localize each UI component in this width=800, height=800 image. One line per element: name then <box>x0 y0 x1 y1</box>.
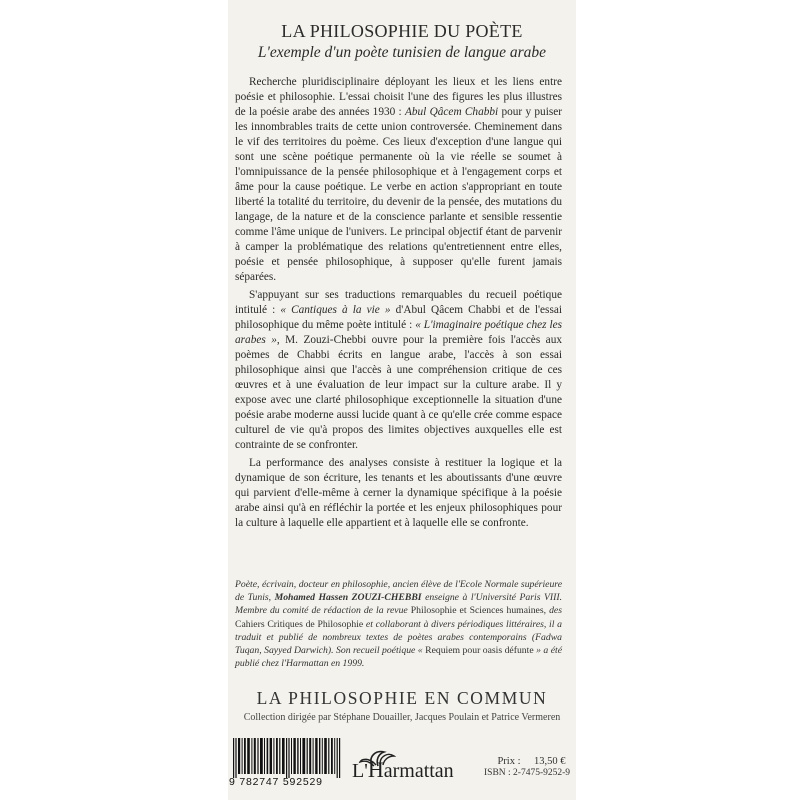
text-segment: d'Abul Qâcem Chabbi et de l'essai philosophique du même poète intitulé : <box>235 304 562 331</box>
work-title-italic: « L'imaginaire poétique chez les arabes » <box>235 319 562 346</box>
publisher-pre: L' <box>352 760 368 782</box>
blurb-paragraph-1 <box>235 75 562 285</box>
book-subtitle: L'exemple d'un poète tunisien de langue arabe <box>257 44 547 61</box>
bio-segment: » a été publié chez l'Harmattan en 1999. <box>235 645 562 670</box>
text-segment: Recherche pluridisciplinaire déployant les lieux et les liens entre poésie et philosophie. L'essai choisit l'une des figures les plus illustres de la poésie arabe des années 1930 : <box>235 76 562 118</box>
blurb-paragraph-2 <box>235 288 562 453</box>
text-segment: pour y puiser les innombrables traits de cette union controversée. Cheminement dans le vif des territoires du poème. Ces lieux d'exception d'une langue qui sont une scène poétique permanente où la vie réelle se soumet à l'omnipuissance de la pensée philosophique et à l'engagement corps et âme pour la cause poétique. Le verbe en action s'appropriant en toute liberté la totalité du territoire, du devenir de la pensée, des mutations du langage, de la nature et de la conscience parlante et sensible ressentie comme l'âme unique de l'univers. Le principal objectif étant de parvenir à camper la problématique des relations qu'entretiennent entre elles, poésie et pensée philosophique, à supposer qu'elle furent jamais séparées. <box>235 106 563 283</box>
author-bio <box>235 578 562 670</box>
blurb-text <box>235 75 562 531</box>
barcode-bars <box>233 738 340 778</box>
work-title-italic: « Cantiques à la vie » <box>280 304 391 316</box>
revue-name: Philosophie et Sciences humaines <box>410 605 544 617</box>
collection-name: LA PHILOSOPHIE EN COMMUN <box>256 688 548 708</box>
author-name-italic: Abul Qâcem Chabbi <box>404 106 499 118</box>
publisher-rest: armattan <box>383 760 454 782</box>
collection-direction: Collection dirigée par Stéphane Douailler, Jacques Poulain et Patrice Vermeren <box>243 712 561 723</box>
requiem-title: Requiem pour oasis défunte <box>425 645 534 657</box>
publisher-initial: H <box>367 757 384 782</box>
cahiers-name: Cahiers Critiques de Philosophie <box>235 618 364 630</box>
bio-segment: et collaborant à divers périodiques littéraires, il a traduit et publié de nombreux textes de poètes arabes contemporains (Fadwa Tuqan, Sayyed Darwich). Son recueil poétique « <box>235 618 562 657</box>
publisher-name <box>352 757 454 783</box>
price-label: Prix : <box>497 756 521 767</box>
isbn: ISBN : 2-7475-9252-9 <box>484 768 571 778</box>
bio-segment: Poète, écrivain, docteur en philosophie, ancien élève de l'Ecole Normale supérieure de Tunis, <box>235 579 562 604</box>
price-value: 13,50 € <box>534 756 566 767</box>
bio-segment: , des <box>543 605 562 617</box>
barcode-digits: 9 782747 592529 <box>229 776 323 788</box>
text-segment: S'appuyant sur ses traductions remarquables du recueil poétique intitulé : <box>235 289 562 316</box>
bio-segment: enseigne à l'Université Paris VIII. Membre du comité de rédaction de la revue <box>235 592 562 617</box>
book-title: LA PHILOSOPHIE DU POÈTE <box>281 21 523 41</box>
price-line <box>484 756 566 767</box>
text-segment: , M. Zouzi-Chebbi ouvre pour la première fois l'accès aux poèmes de Chabbi écrits en langue arabe, l'accès à son essai philosophique ainsi que l'accès à une compréhension critique de ces œuvres et à une évaluation de leur impact sur la culture arabe. Il y expose avec une clarté philosophique exceptionnelle la situation d'une poésie arabe moderne aussi lucide quant à ce qu'elle crée comme espace culturel de vie qu'à propos des limites objectives auxquelles elle est contrainte de se confronter. <box>235 334 562 451</box>
author-name-bold: Mohamed Hassen ZOUZI-CHEBBI <box>274 592 422 604</box>
blurb-paragraph-3: La performance des analyses consiste à restituer la logique et la dynamique de son écriture, les tenants et les aboutissants d'une œuvre qui parvient d'elle-même à cerner la dynamique spécifique à la poésie arabe ainsi qu'à en réfléchir la portée et les enjeux philosophiques pour la culture à laquelle elle appartient et à laquelle elle se confronte. <box>235 457 562 529</box>
